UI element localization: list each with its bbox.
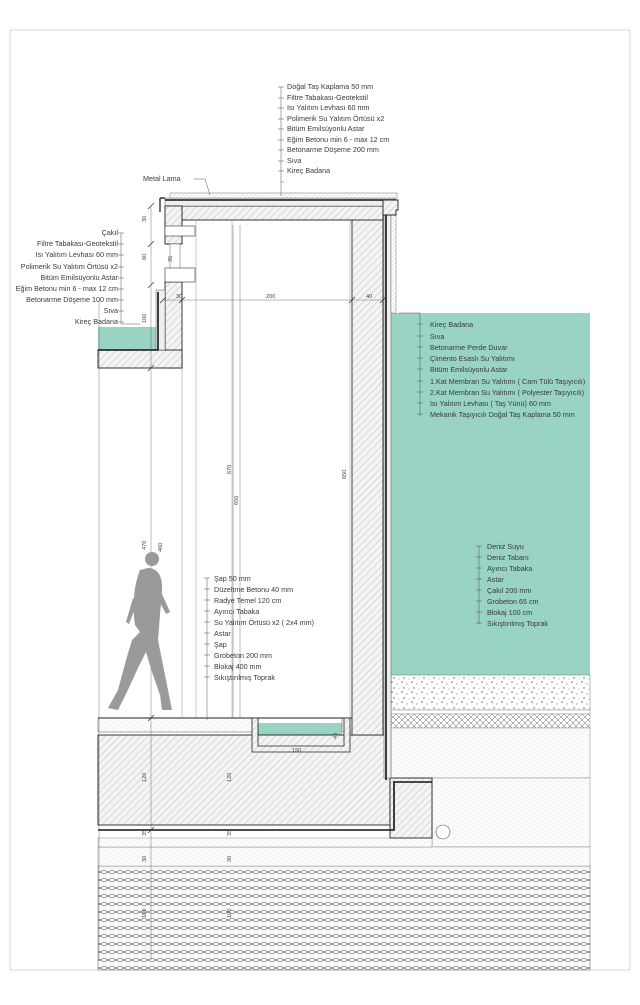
dim-100-c: 100	[227, 908, 233, 918]
dim-470: 470	[142, 540, 148, 550]
dim-150: 150	[292, 748, 302, 754]
person-silhouette	[108, 552, 172, 710]
dim-35-c: 35	[227, 829, 233, 836]
wall-label-8: Isı Yalıtım Levhası ( Taş Yünü) 60 mm	[430, 399, 551, 408]
left-label-3: Isı Yalıtım Levhası 60 mm	[35, 250, 118, 259]
dim-60: 60	[142, 253, 148, 260]
left-label-6: Eğim Betonu min 6 - max 12 cm	[15, 284, 118, 293]
dim-35: 35	[168, 255, 174, 262]
floor-label-8: Grobeton 200 mm	[214, 651, 272, 660]
dim-100-b: 100	[142, 908, 148, 918]
wall-label-3: Betonarme Perde Duvar	[430, 343, 508, 352]
dim-30-c: 30	[227, 855, 233, 862]
wall-stone-cladding	[391, 205, 396, 313]
floor-label-4: Ayırıcı Tabaka	[214, 607, 260, 616]
sea-label-1: Deniz Suyu	[487, 542, 524, 551]
floor-label-5: Su Yalıtım Örtüsü x2 ( 2x4 mm)	[214, 618, 314, 627]
blokaj-under-building	[98, 847, 590, 866]
roof-label-2: Filtre Tabakası-Geotekstil	[287, 93, 368, 102]
sea-label-4: Astar	[487, 575, 504, 584]
sea-label-7: Blokaj 100 cm	[487, 608, 533, 617]
roof-label-6: Eğim Betonu min 6 - max 12 cm	[287, 135, 390, 144]
dim-120-a: 120	[142, 772, 148, 782]
dim-670: 670	[227, 464, 233, 474]
roof-label-4: Polimerik Su Yalıtım Örtüsü x2	[287, 114, 385, 123]
roof-stone-cladding	[170, 193, 397, 198]
wall-insulation	[384, 205, 391, 778]
left-column-upper	[165, 206, 182, 244]
lean-concrete-layer	[391, 728, 590, 778]
pool-water-fill	[98, 327, 161, 350]
dim-30-top: 30	[142, 215, 148, 222]
dim-30-h: 30	[176, 294, 183, 300]
sea-label-5: Çakıl 200 mm	[487, 586, 532, 595]
dim-650-a: 650	[234, 495, 240, 505]
floor-screed	[98, 718, 258, 732]
window-frame-top	[165, 226, 195, 236]
left-label-5: Bitüm Emilsüyonlu Astar	[40, 273, 118, 282]
lean-concrete-under-building	[98, 838, 432, 847]
floor-label-1: Şap 50 mm	[214, 574, 251, 583]
window-frame-bottom	[165, 268, 195, 282]
metal-flashing	[160, 198, 165, 212]
metal-flashing-label: Metal Lama	[143, 174, 181, 183]
wall-label-7: 2.Kat Membran Su Yalıtımı ( Polyester Taşıyıcılı)	[430, 388, 585, 397]
roof-slab	[182, 206, 383, 220]
dim-200: 200	[266, 294, 276, 300]
separator-layer	[391, 710, 590, 714]
roof-label-1: Doğal Taş Kaplama 50 mm	[287, 82, 374, 91]
floor-label-6: Astar	[214, 629, 231, 638]
sea-label-8: Sıkıştırılmış Toprak	[487, 619, 548, 628]
floor-label-9: Blokaj 400 mm	[214, 662, 262, 671]
sea-label-6: Grobeton 65 cm	[487, 597, 539, 606]
dim-30-b: 30	[142, 855, 148, 862]
dim-35-b: 35	[142, 829, 148, 836]
dim-45: 45	[333, 732, 339, 739]
section-marker	[436, 825, 450, 839]
compacted-soil	[98, 866, 590, 970]
gravel-layer	[391, 714, 590, 728]
floor-label-2: Düzeltme Betonu 40 mm	[214, 585, 294, 594]
wall-label-1: Kireç Badana	[430, 320, 474, 329]
left-label-7: Betonarme Döşeme 100 mm	[26, 295, 118, 304]
sea-label-3: Ayırıcı Tabaka	[487, 564, 533, 573]
sea-bed-layer	[391, 675, 590, 710]
wall-label-5: Bitüm Emilsüyonlu Astar	[430, 365, 508, 374]
roof-label-3: Isı Yalıtım Levhası 60 mm	[287, 103, 370, 112]
floor-label-10: Sıkıştırılmış Toprak	[214, 673, 275, 682]
left-label-2: Filtre Tabakası-Geotekstil	[37, 239, 118, 248]
foundation-protection-block	[390, 778, 432, 838]
dim-120-b: 120	[227, 772, 233, 782]
left-label-4: Polimerik Su Yalıtım Örtüsü x2	[20, 262, 118, 271]
roof-parapet	[383, 200, 398, 215]
terrace-slab	[98, 350, 182, 368]
wall-label-4: Çimento Esaslı Su Yalıtımı	[430, 354, 515, 363]
main-retaining-wall	[352, 200, 383, 735]
dim-100: 100	[142, 313, 148, 323]
left-label-8: Sıva	[103, 306, 118, 315]
floor-label-3: Radye Temel 120 cm	[214, 596, 282, 605]
wall-label-2: Sıva	[430, 332, 445, 341]
roof-label-7: Betonarme Döşeme 200 mm	[287, 145, 379, 154]
left-label-9: Kireç Badana	[74, 317, 118, 326]
wall-label-9: Mekanik Taşıyıcılı Doğal Taş Kaplama 50 mm	[430, 410, 575, 419]
roof-label-5: Bitüm Emilsüyonlu Astar	[287, 124, 365, 133]
roof-label-9: Kireç Badana	[287, 166, 331, 175]
dim-460: 460	[158, 542, 164, 552]
floor-label-7: Şap	[214, 640, 227, 649]
wall-label-6: 1.Kat Membran Su Yalıtımı ( Cam Tülü Taşıyıcılı)	[430, 377, 586, 386]
blokaj-layer	[432, 778, 590, 847]
roof-label-8: Sıva	[287, 156, 302, 165]
dim-40: 40	[366, 294, 373, 300]
sea-label-2: Deniz Tabanı	[487, 553, 529, 562]
dim-650-b: 650	[342, 469, 348, 479]
left-label-1: Çakıl	[101, 228, 118, 237]
